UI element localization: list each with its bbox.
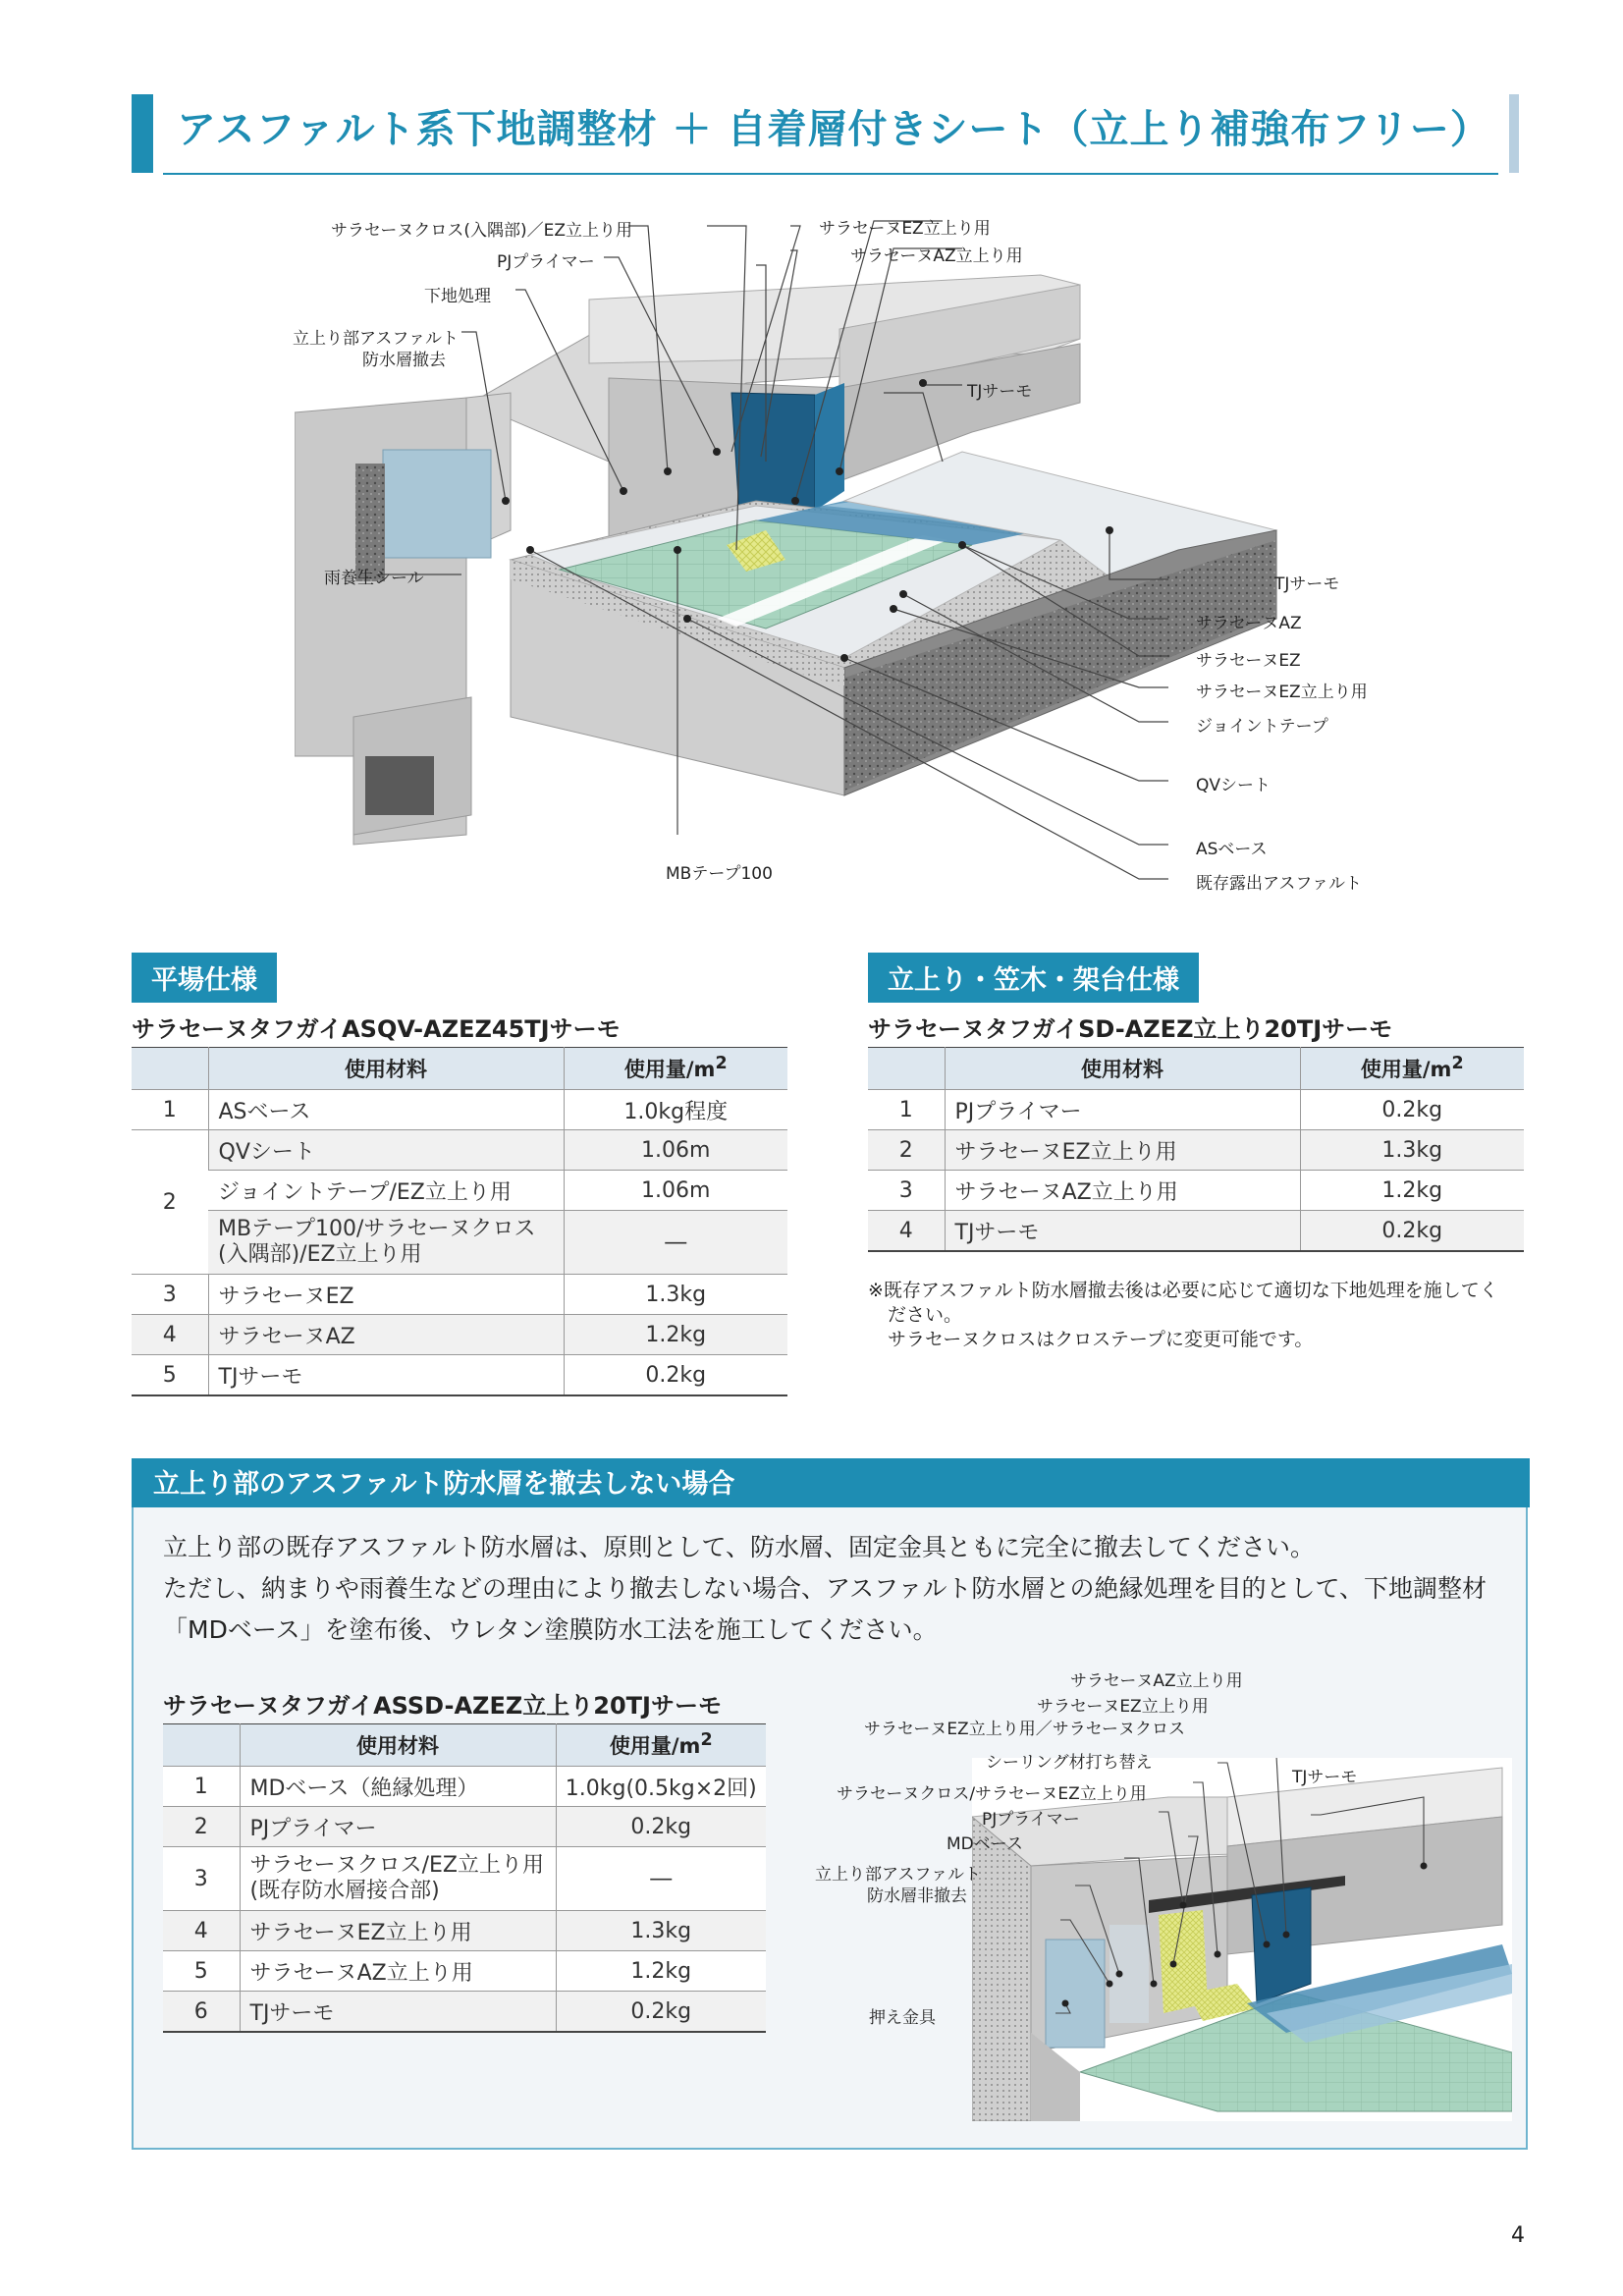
d1-label-remove: 防水層撤去	[362, 351, 446, 370]
col-material: 使用材料	[208, 1048, 564, 1090]
table-row: MBテープ100/サラセーヌクロス (入隅部)/EZ立上り用 ―	[132, 1211, 787, 1275]
table-row: 5 TJサーモ 0.2kg	[132, 1355, 787, 1396]
rise-spec-heading: サラセーヌタフガイSD-AZEZ立上り20TJサーモ	[868, 1015, 1393, 1043]
page-number: 4	[1511, 2223, 1525, 2248]
table-row: 1 PJプライマー 0.2kg	[868, 1090, 1524, 1130]
rise-spec-table	[868, 1047, 1524, 1252]
title-underline	[163, 173, 1498, 175]
d2-label-tj-thermo: TJサーモ	[1292, 1768, 1358, 1787]
d1-label-az: サラセーヌAZ	[1196, 614, 1302, 633]
table-row: 6 TJサーモ 0.2kg	[163, 1992, 766, 2033]
d1-label-as-base: ASベース	[1196, 840, 1268, 859]
d2-label-cross-ez: サラセーヌクロス/サラセーヌEZ立上り用	[837, 1784, 1147, 1804]
table-row: 1 MDベース（絶縁処理） 1.0kg(0.5kg×2回)	[163, 1767, 766, 1807]
d1-label-existing-asphalt: 既存露出アスファルト	[1196, 874, 1362, 894]
table-header-row: 使用材料 使用量$/m^2$	[868, 1048, 1524, 1090]
table-row: 5 サラセーヌAZ立上り用 1.2kg	[163, 1951, 766, 1992]
flat-roof-diagram	[295, 206, 1424, 913]
flat-spec-table	[132, 1047, 787, 1396]
table-row: 4 サラセーヌAZ 1.2kg	[132, 1315, 787, 1355]
d2-label-md-base: MDベース	[947, 1834, 1023, 1854]
table-row: 3 サラセーヌクロス/EZ立上り用 (既存防水層接合部) ―	[163, 1847, 766, 1911]
d1-label-ez-rise: サラセーヌEZ立上り用	[819, 219, 991, 239]
d2-label-ez-cross: サラセーヌEZ立上り用／サラセーヌクロス	[864, 1720, 1186, 1739]
flat-spec-badge: 平場仕様	[132, 953, 277, 1003]
d1-label-mb-tape: MBテープ100	[666, 864, 773, 884]
d1-label-joint-tape: ジョイントテープ	[1196, 717, 1328, 737]
table-row: 1 ASベース 1.0kg程度	[132, 1090, 787, 1130]
d2-label-not-removed: 防水層非撤去	[867, 1886, 967, 1906]
rise-spec-badge: 立上り・笠木・架台仕様	[868, 953, 1199, 1003]
d1-label-pj-primer: PJプライマー	[497, 252, 595, 272]
table-row: 3 サラセーヌEZ 1.3kg	[132, 1275, 787, 1315]
section-spec-table	[163, 1723, 766, 2033]
title-accent-bar-right	[1509, 94, 1519, 173]
table-row: 2 QVシート 1.06m	[132, 1130, 787, 1171]
table-header-row: 使用材料 使用量$/m^2$	[163, 1724, 766, 1767]
title-accent-bar	[132, 94, 153, 173]
page-title: アスファルト系下地調整材 ＋ 自着層付きシート（立上り補強布フリー）	[177, 107, 1490, 152]
d1-label-ez-rise-right: サラセーヌEZ立上り用	[1196, 683, 1368, 702]
table-row: ジョイントテープ/EZ立上り用 1.06m	[132, 1171, 787, 1211]
section-header: 立上り部のアスファルト防水層を撤去しない場合	[132, 1458, 1530, 1507]
rise-note: ※既存アスファルト防水層撤去後は必要に応じて適切な下地処理を施してく ださい。 サラセーヌクロスはクロステープに変更可能です。	[868, 1280, 1498, 1350]
table-row: 4 TJサーモ 0.2kg	[868, 1211, 1524, 1252]
d1-label-az-rise: サラセーヌAZ立上り用	[850, 246, 1023, 266]
table-row: 3 サラセーヌAZ立上り用 1.2kg	[868, 1171, 1524, 1211]
table-header-row	[132, 1048, 787, 1090]
d1-label-cross-inner: サラセーヌクロス(入隅部)／EZ立上り用	[331, 221, 632, 241]
section-paragraph-1: 立上り部の既存アスファルト防水層は、原則として、防水層、固定金具ともに完全に撤去してください。	[163, 1533, 1316, 1561]
d1-label-rain-seal: 雨養生シール	[324, 569, 424, 588]
d2-label-sealing: シーリング材打ち替え	[986, 1753, 1153, 1773]
flat-spec-heading: サラセーヌタフガイASQV-AZEZ45TJサーモ	[132, 1015, 621, 1043]
d1-label-asphalt-rise: 立上り部アスファルト	[293, 329, 459, 349]
d1-label-substrate: 下地処理	[424, 287, 491, 306]
d2-label-ez-rise: サラセーヌEZ立上り用	[1037, 1697, 1209, 1717]
d1-label-tj-thermo-top: TJサーモ	[967, 382, 1033, 402]
table-row: 2 PJプライマー 0.2kg	[163, 1807, 766, 1847]
section-spec-heading: サラセーヌタフガイASSD-AZEZ立上り20TJサーモ	[163, 1692, 722, 1720]
d2-label-pj-primer: PJプライマー	[982, 1810, 1080, 1830]
col-amount: 使用量$/m^2$	[564, 1048, 787, 1090]
d2-label-fixing-metal: 押え金具	[869, 2008, 936, 2028]
d2-label-az-rise: サラセーヌAZ立上り用	[1070, 1671, 1243, 1691]
d1-label-ez: サラセーヌEZ	[1196, 651, 1301, 671]
section-paragraph-3: 「MDベース」を塗布後、ウレタン塗膜防水工法を施工してください。	[163, 1615, 938, 1644]
table-row: 2 サラセーヌEZ立上り用 1.3kg	[868, 1130, 1524, 1171]
d1-label-tj-thermo: TJサーモ	[1274, 574, 1340, 594]
section-paragraph-2: ただし、納まりや雨養生などの理由により撤去しない場合、アスファルト防水層との絶縁処理を目的として、下地調整材	[163, 1574, 1488, 1603]
d2-label-asphalt-rise: 立上り部アスファルト	[815, 1865, 981, 1885]
table-row: 4 サラセーヌEZ立上り用 1.3kg	[163, 1911, 766, 1951]
d1-label-qv-sheet: QVシート	[1196, 776, 1271, 795]
